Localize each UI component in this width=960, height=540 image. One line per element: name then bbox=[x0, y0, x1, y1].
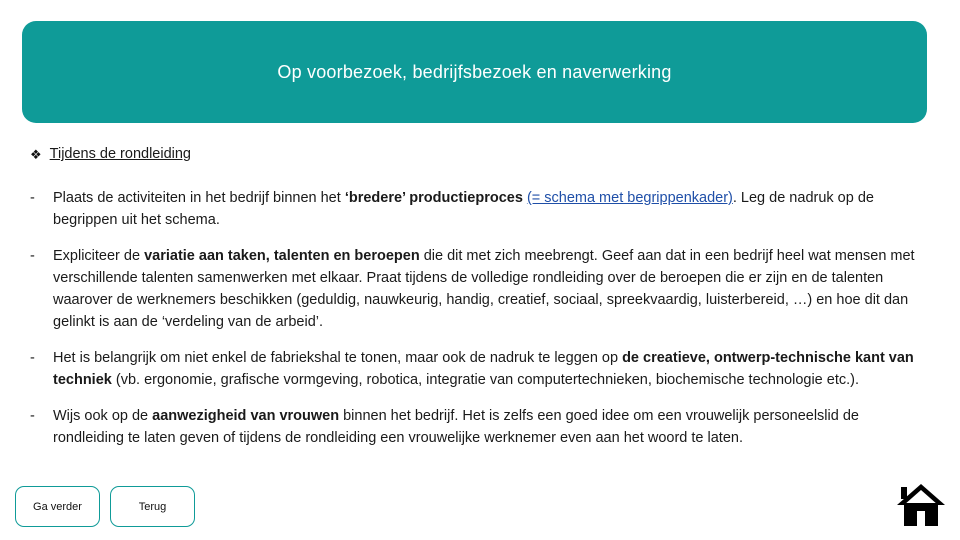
home-icon[interactable] bbox=[893, 481, 949, 528]
list-item: - Wijs ook op de aanwezigheid van vrouwen binnen het bedrijf. Het is zelfs een goed idee om een vrouwelijk personeelslid de rondleiding te laten geven of tijdens de rondleiding een vrouwelijke werknemer even aan het woord te laten. bbox=[30, 408, 859, 446]
back-button[interactable]: Terug bbox=[110, 486, 195, 527]
list-item: - Expliciteer de variatie aan taken, talenten en beroepen die dit met zich meebrengt. Geef aan dat in een bedrijf heel wat mensen met verschillende talenten samenwerken met elkaar. Praat tijdens de volledige rondleiding over de beroepen die er zijn en de talenten waarover de werknemers beschikken (geduldig, nauwkeurig, handig, creatief, sociaal, spreekvaardig, luisterbereid, …) en hoe dit dan gelinkt is aan de ‘verdeling van de arbeid’. bbox=[30, 248, 915, 330]
bullet-list bbox=[30, 187, 920, 463]
section-heading bbox=[30, 146, 191, 162]
list-item: - Plaats de activiteiten in het bedrijf binnen het ‘bredere’ productieproces (= schema met begrippenkader). Leg de nadruk op de begrippen uit het schema. bbox=[30, 190, 874, 228]
next-button[interactable]: Ga verder bbox=[15, 486, 100, 527]
schema-link[interactable]: (= schema met begrippenkader) bbox=[526, 190, 733, 206]
list-item: - Het is belangrijk om niet enkel de fabriekshal te tonen, maar ook de nadruk te leggen op de creatieve, ontwerp-technische kant van techniek (vb. ergonomie, grafische vormgeving, robotica, integratie van computertechnieken, biochemische technologie etc.). bbox=[30, 350, 914, 388]
section-heading-text: Tijdens de rondleiding bbox=[49, 146, 191, 162]
page-title: Op voorbezoek, bedrijfsbezoek en naverwerking bbox=[277, 61, 672, 82]
diamond-bullet-icon: ❖ bbox=[30, 146, 42, 162]
title-banner bbox=[22, 21, 927, 123]
